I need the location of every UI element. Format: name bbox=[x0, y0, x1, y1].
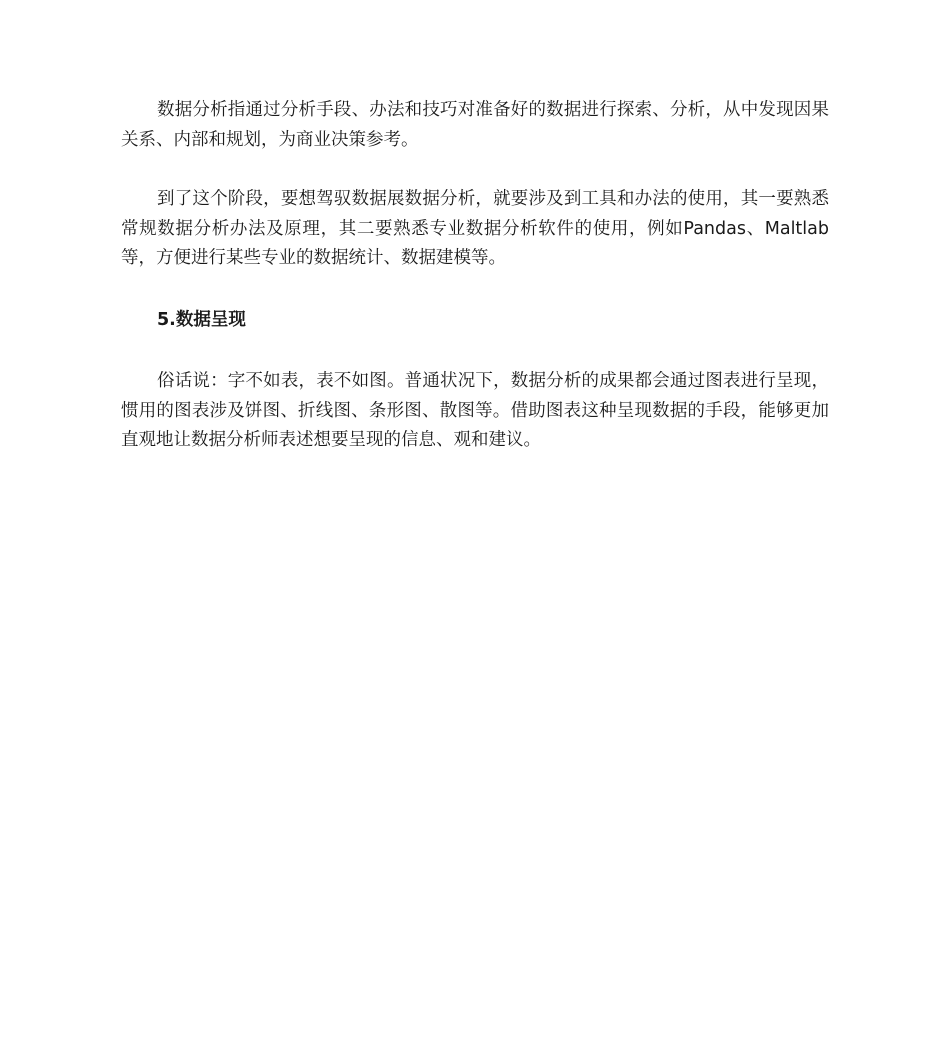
paragraph-data-presentation: 俗话说：字不如表，表不如图。普通状况下，数据分析的成果都会通过图表进行呈现，惯用的图表涉及饼图、折线图、条形图、散图等。借助图表这种呈现数据的手段，能够更加直观地让数据分析师表述想要呈现的信息、观和建议。 bbox=[121, 371, 829, 450]
document-body bbox=[121, 96, 829, 456]
section-heading-data-presentation: 5.数据呈现 bbox=[157, 309, 246, 330]
paragraph-data-analysis-definition: 数据分析指通过分析手段、办法和技巧对准备好的数据进行探索、分析，从中发现因果关系、内部和规划，为商业决策参考。 bbox=[121, 100, 829, 150]
paragraph-data-analysis-tools: 到了这个阶段，要想驾驭数据展数据分析，就要涉及到工具和办法的使用，其一要熟悉常规数据分析办法及原理，其二要熟悉专业数据分析软件的使用，例如Pandas、Maltlab等，方便进行某些专业的数据统计、数据建模等。 bbox=[121, 189, 829, 268]
